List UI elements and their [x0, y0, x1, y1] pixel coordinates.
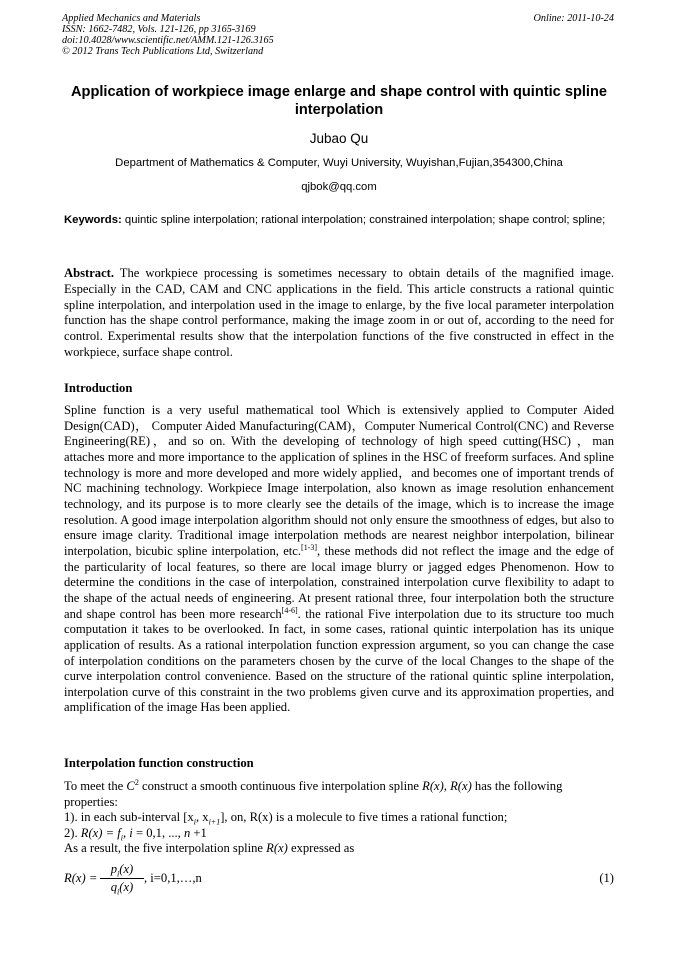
- equation-number: (1): [599, 871, 614, 885]
- keywords: [64, 212, 614, 228]
- equation-1: [64, 860, 614, 900]
- math-c: C: [126, 779, 135, 793]
- text: construct a smooth continuous five interpolation spline: [138, 779, 423, 793]
- citation-1-3[interactable]: [1-3]: [301, 542, 318, 552]
- equation-denominator: [100, 880, 144, 895]
- copyright-line: © 2012 Trans Tech Publications Ltd, Switzerland: [62, 46, 264, 57]
- math-sub: i+1: [208, 817, 221, 827]
- text: +1: [190, 825, 207, 840]
- online-date: Online: 2011-10-24: [533, 13, 614, 24]
- text: has the following properties:: [64, 779, 563, 809]
- abstract: [64, 266, 614, 361]
- num-sym: p: [110, 862, 118, 876]
- fraction-bar: [100, 878, 144, 879]
- interp-line-1: [64, 779, 614, 810]
- text: expressed as: [287, 841, 355, 855]
- math-eq: R(x) = f: [80, 825, 121, 840]
- den-arg: (x): [119, 880, 134, 894]
- num-arg: (x): [119, 862, 134, 876]
- introduction-body: [64, 403, 614, 716]
- math-sub: i: [120, 833, 123, 843]
- abstract-text: The workpiece processing is sometimes necessary to obtain details of the magnified image. Especially in the CAD, CAM and CNC applications in the field. This article constructs a rational quintic spline interpolation, and interpolation used in the image to enlarge, by the five local parameter interpolation function has the shape control performance, making the image zoom in or out of, according to the need for control. Experimental results show that the interpolation functions of the five constructed in effect in the workpiece, surface shape control.: [64, 266, 614, 359]
- text: ,: [123, 825, 130, 840]
- keywords-label: Keywords:: [64, 214, 122, 226]
- math-r: R(x): [266, 841, 288, 855]
- journal-header: [62, 13, 274, 57]
- text: To meet the: [64, 779, 127, 793]
- keywords-text: quintic spline interpolation; rational interpolation; constrained interpolation; shape control; spline;: [124, 214, 606, 226]
- interp-line-2: [64, 810, 614, 826]
- den-sub: i: [117, 887, 120, 897]
- text: 1). in each sub-interval [x: [64, 810, 194, 824]
- paper-title: Application of workpiece image enlarge and shape control with quintic spline interpolation: [71, 84, 607, 118]
- abstract-label: Abstract.: [64, 266, 115, 280]
- math-n: n: [183, 825, 191, 840]
- author: Jubao Qu: [309, 131, 369, 146]
- equation-lhs: R(x) =: [64, 871, 98, 885]
- interp-line-3: [64, 826, 614, 842]
- intro-text-1: Spline function is a very useful mathematical tool Which is extensively applied to Computer Aided Design(CAD)， Computer Aided Manufacturing(CAM)，Computer Numerical Control(CNC) and Reverse Engineering(RE)，and so on. With the developing of technology of high speed cutting(HSC) ，man attaches more and more importance to the application of splines in the HSC of freeform surfaces. And spline technology is more and more developed and more widely applied，and becomes one of important trends of NC machining technology. Workpiece Image interpolation, also known as image resolution enhancement technology, and its purpose is to more clearly see the details of the image, which is to increase the image resolution. A good image interpolation algorithm should not only ensure the smoothness of edges, but also to ensure image clarity. Traditional image interpolation methods are nearest neighbor interpolation, bilinear interpolation, bicubic spline interpolation, etc.: [64, 403, 614, 558]
- math-r: R(x), R(x): [422, 779, 472, 793]
- interpolation-heading: Interpolation function construction: [64, 756, 254, 770]
- citation-4-6[interactable]: [4-6]: [281, 605, 298, 615]
- affiliation: Department of Mathematics & Computer, Wuyi University, Wuyishan,Fujian,354300,China: [115, 157, 563, 169]
- text: , x: [195, 810, 209, 824]
- interpolation-body: [64, 779, 614, 857]
- issn-line: ISSN: 1662-7482, Vols. 121-126, pp 3165-3169: [62, 24, 256, 35]
- equation-range: , i=0,1,…,n: [144, 871, 202, 885]
- math-sub: i: [193, 817, 196, 827]
- math-i: i: [129, 825, 133, 840]
- equation-numerator: [100, 862, 144, 877]
- equation-fraction: [100, 862, 144, 895]
- text: As a result, the five interpolation spline: [64, 841, 267, 855]
- interp-line-4: [64, 841, 614, 857]
- doi-line: doi:10.4028/www.scientific.net/AMM.121-126.3165: [62, 35, 274, 46]
- journal-name: Applied Mechanics and Materials: [62, 13, 201, 24]
- intro-text-2: , these methods did not reflect the image and the edge of the particularity of local features, so there are local image blurry or jagged edges Phenomenon. How to determine the conditions in the case of interpolation, constrained interpolation curve flexibility to adapt to the shape of the actual needs of engineering. At present rational three, four interpolation both the structure and shape control has been more research: [64, 543, 614, 621]
- author-email[interactable]: qjbok@qq.com: [301, 181, 377, 193]
- math-sup: 2: [134, 777, 139, 787]
- text: ], on, R(x) is a molecule to five times a rational function;: [220, 810, 508, 824]
- den-sym: q: [110, 880, 118, 894]
- text: = 0,1, ...,: [132, 825, 184, 840]
- text: 2).: [64, 825, 81, 840]
- introduction-heading: Introduction: [64, 381, 133, 395]
- intro-text-3: . the rational Five interpolation due to its structure too much computation it takes to be overlooked. In fact, in some cases, rational quintic interpolation has its unique application of results. As a rational interpolation function expression argument, so you can change the case of interpolation conditions on the parameters chosen by the curve of the local Changes to the shape of the curve interpolation control convenience. Based on the structure of the rational quintic spline interpolation, interpolation curve of this constraint in the two problems given curve and its approximation properties, and amplification of the image Has been applied.: [64, 606, 615, 715]
- num-sub: i: [117, 869, 120, 879]
